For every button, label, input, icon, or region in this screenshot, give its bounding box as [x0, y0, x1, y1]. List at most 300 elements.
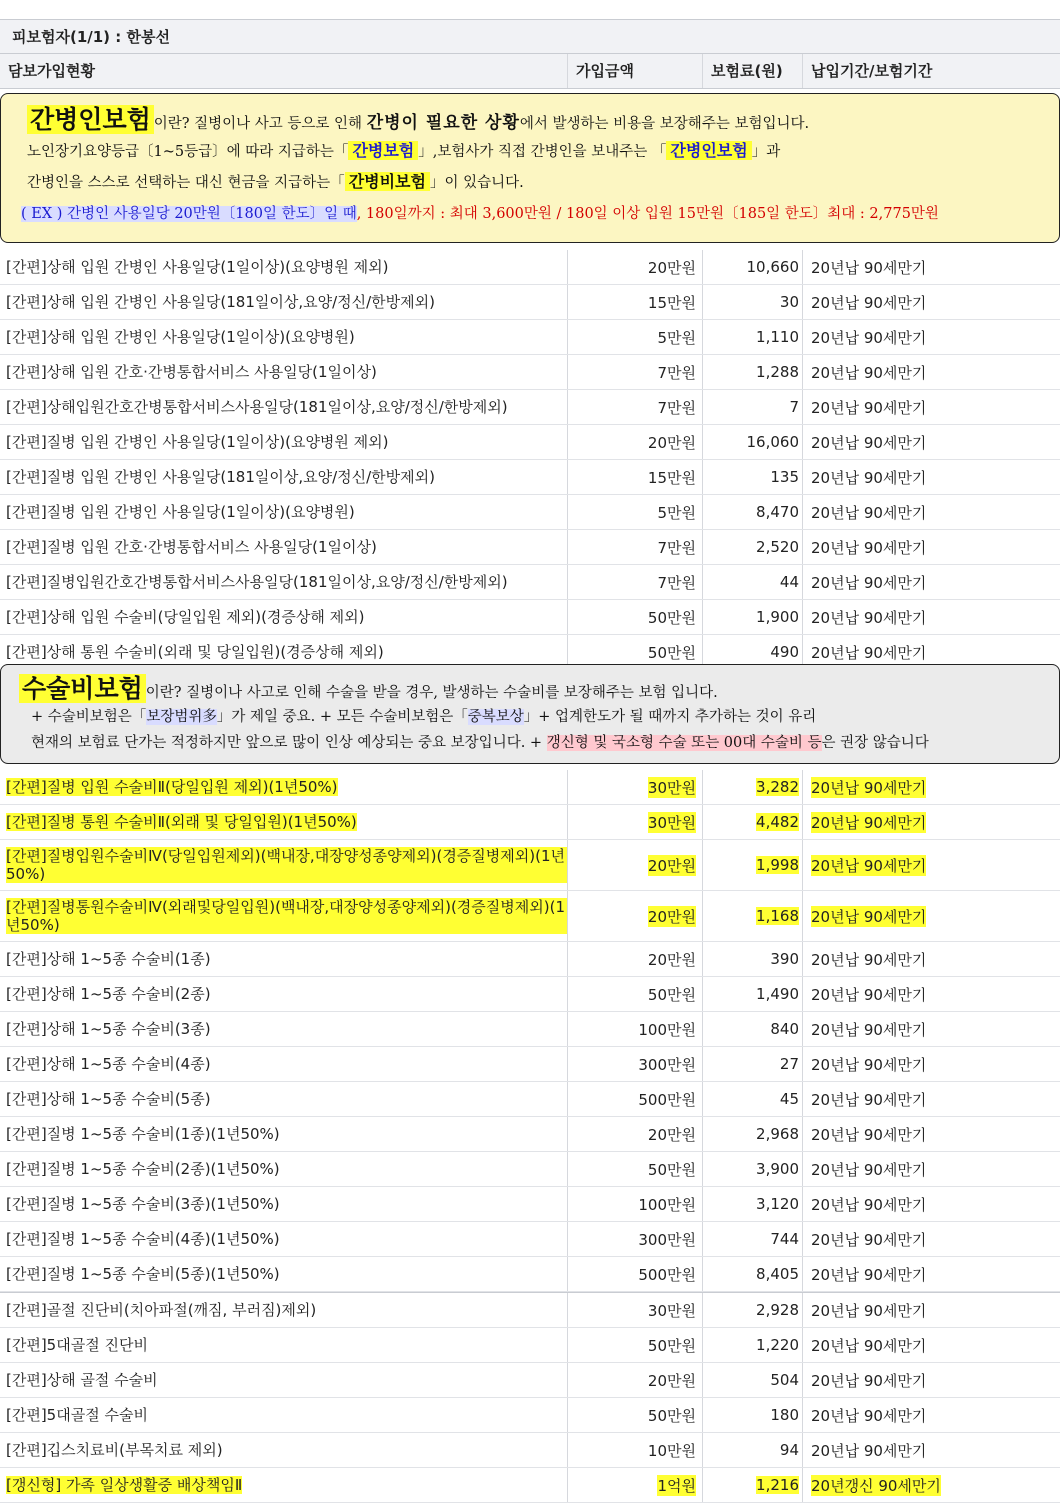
note-segment: , 180일까지 : 최대 3,600만원 / 180일 이상 입원 15만원〔185일 한도〕최대 : 2,775만원 [356, 206, 939, 222]
coverage-period-text: 20년납 90세만기 [811, 1090, 927, 1109]
table-row [0, 1047, 1060, 1082]
coverage-premium [703, 840, 803, 890]
coverage-period [803, 565, 1060, 599]
coverage-amount [568, 1047, 703, 1081]
coverage-amount [568, 1117, 703, 1151]
note-line [27, 169, 524, 192]
coverage-amount-text: 15만원 [647, 468, 696, 487]
fracture-coverage-rows [0, 1293, 1060, 1503]
coverage-premium-text: 16,060 [746, 433, 799, 451]
coverage-amount [568, 600, 703, 634]
coverage-period-text: 20년납 90세만기 [811, 573, 927, 592]
table-row [0, 1257, 1060, 1292]
coverage-premium-text: 27 [779, 1055, 799, 1073]
note-segment: 에서 발생하는 비용을 보장해주는 보험입니다. [519, 116, 810, 132]
coverage-name-text: [간편]상해 1~5종 수술비(5종) [6, 1090, 211, 1108]
coverage-name-text: [간편]상해 입원 수술비(당일입원 제외)(경증상해 제외) [6, 608, 365, 626]
note-segment: 간병인을 스스로 선택하는 대신 현금을 지급하는「 [27, 175, 345, 191]
coverage-premium-text: 2,968 [756, 1125, 799, 1143]
coverage-premium [703, 530, 803, 564]
coverage-premium-text: 94 [779, 1441, 799, 1459]
coverage-amount-text: 7만원 [657, 538, 696, 557]
coverage-premium-text: 8,405 [756, 1265, 799, 1283]
coverage-period-text: 20년납 90세만기 [811, 1020, 927, 1039]
note-segment: 」가 제일 중요. + 모든 수술비보험은「 [216, 709, 468, 725]
note-segment: 」,보험사가 직접 간병인을 보내주는 「 [418, 144, 667, 160]
coverage-period-text: 20년납 90세만기 [811, 608, 927, 627]
coverage-period [803, 530, 1060, 564]
coverage-amount-text: 20만원 [647, 950, 696, 969]
coverage-period [803, 425, 1060, 459]
coverage-premium-text: 490 [770, 643, 799, 661]
coverage-period [803, 600, 1060, 634]
coverage-amount-text: 30만원 [647, 813, 696, 832]
coverage-name [0, 355, 568, 389]
table-row [0, 355, 1060, 390]
table-row [0, 805, 1060, 840]
coverage-name [0, 770, 568, 804]
coverage-name [0, 1012, 568, 1046]
coverage-premium-text: 2,928 [756, 1301, 799, 1319]
coverage-amount-text: 5만원 [657, 328, 696, 347]
coverage-name-text: [간편]질병 입원 간호·간병통합서비스 사용일당(1일이상) [6, 538, 377, 556]
coverage-period-text: 20년납 90세만기 [811, 1301, 927, 1320]
coverage-name [0, 460, 568, 494]
note-line [31, 731, 929, 752]
coverage-amount-text: 20만원 [647, 258, 696, 277]
coverage-name [0, 805, 568, 839]
coverage-premium [703, 1398, 803, 1432]
coverage-premium [703, 1117, 803, 1151]
column-coverage: 담보가입현황 [0, 54, 568, 88]
coverage-amount [568, 1187, 703, 1221]
coverage-name [0, 1047, 568, 1081]
coverage-period [803, 1257, 1060, 1291]
insured-label: 피보험자(1/1) : 한봉선 [0, 20, 1060, 54]
column-period: 납입기간/보험기간 [811, 62, 933, 80]
coverage-name-text: [간편]상해 통원 수술비(외래 및 당일입원)(경증상해 제외) [6, 643, 384, 661]
table-row [0, 460, 1060, 495]
table-row [0, 770, 1060, 805]
coverage-name-text: [간편]질병 1~5종 수술비(5종)(1년50%) [6, 1265, 280, 1283]
coverage-period-text: 20년납 90세만기 [811, 433, 927, 452]
coverage-name [0, 1187, 568, 1221]
coverage-name-text: [간편]상해 1~5종 수술비(2종) [6, 985, 211, 1003]
coverage-name [0, 1293, 568, 1327]
coverage-amount-text: 1억원 [657, 1476, 696, 1495]
note-segment: + 수술비보험은「 [31, 709, 147, 725]
note-segment: 간병인보험 [666, 141, 751, 160]
coverage-premium [703, 1012, 803, 1046]
coverage-premium-text: 10,660 [746, 258, 799, 276]
coverage-name [0, 1117, 568, 1151]
coverage-amount-text: 15만원 [647, 293, 696, 312]
coverage-premium-text: 30 [779, 293, 799, 311]
note-segment: 」+ 업계한도가 될 때까지 추가하는 것이 유리 [523, 709, 817, 725]
coverage-period-text: 20년납 90세만기 [811, 1406, 927, 1425]
coverage-table-header [0, 19, 1060, 89]
coverage-name-text: [간편]질병 입원 간병인 사용일당(1일이상)(요양병원) [6, 503, 355, 521]
coverage-name-text: [간편]상해 입원 간병인 사용일당(1일이상)(요양병원 제외) [6, 258, 389, 276]
coverage-amount [568, 355, 703, 389]
surgery-insurance-note [0, 664, 1060, 764]
table-row [0, 390, 1060, 425]
note-line [27, 138, 780, 161]
coverage-premium-text: 135 [770, 468, 799, 486]
coverage-name [0, 1328, 568, 1362]
coverage-name [0, 320, 568, 354]
coverage-period-text: 20년납 90세만기 [811, 1336, 927, 1355]
coverage-amount-text: 20만원 [647, 1125, 696, 1144]
coverage-premium [703, 977, 803, 1011]
note-segment: 간병비보험 [345, 172, 430, 191]
coverage-name-text: [간편]상해 1~5종 수술비(3종) [6, 1020, 211, 1038]
note-line [31, 705, 816, 726]
table-row [0, 1398, 1060, 1433]
coverage-premium [703, 805, 803, 839]
coverage-name-text: [간편]상해 1~5종 수술비(4종) [6, 1055, 211, 1073]
coverage-amount-text: 20만원 [647, 1371, 696, 1390]
coverage-period-text: 20년갱신 90세만기 [811, 1476, 941, 1495]
coverage-period-text: 20년납 90세만기 [811, 503, 927, 522]
table-row [0, 285, 1060, 320]
coverage-premium-text: 1,168 [756, 907, 799, 925]
coverage-amount [568, 891, 703, 941]
note-line [27, 100, 809, 136]
coverage-amount [568, 495, 703, 529]
coverage-premium-text: 1,220 [756, 1336, 799, 1354]
note-segment: 은 권장 않습니다 [821, 735, 929, 751]
coverage-premium-text: 1,110 [756, 328, 799, 346]
coverage-period [803, 1222, 1060, 1256]
coverage-premium-text: 1,216 [756, 1476, 799, 1494]
coverage-period-text: 20년납 90세만기 [811, 778, 927, 797]
coverage-period-text: 20년납 90세만기 [811, 1265, 927, 1284]
coverage-name-text: [간편]질병 입원 수술비Ⅱ(당일입원 제외)(1년50%) [6, 778, 338, 796]
coverage-amount-text: 50만원 [647, 1160, 696, 1179]
coverage-name-text: [갱신형] 가족 일상생활중 배상책임Ⅱ [6, 1476, 243, 1494]
coverage-name-text: [간편]깁스치료비(부목치료 제외) [6, 1441, 223, 1459]
table-row [0, 530, 1060, 565]
coverage-amount [568, 770, 703, 804]
coverage-name-text: [간편]5대골절 수술비 [6, 1406, 148, 1424]
column-amount: 가입금액 [568, 54, 703, 88]
coverage-period-text: 20년납 90세만기 [811, 1160, 927, 1179]
coverage-name-text: [간편]골절 진단비(치아파절(깨짐, 부러짐)제외) [6, 1301, 317, 1319]
coverage-name-text: [간편]질병입원수술비Ⅳ(당일입원제외)(백내장,대장양성종양제외)(경증질병제외)(1년50%) [6, 847, 565, 883]
coverage-period [803, 1152, 1060, 1186]
table-row [0, 840, 1060, 891]
table-row [0, 320, 1060, 355]
coverage-premium [703, 565, 803, 599]
coverage-name [0, 600, 568, 634]
coverage-name-text: [간편]상해 입원 간호·간병통합서비스 사용일당(1일이상) [6, 363, 377, 381]
coverage-premium [703, 320, 803, 354]
coverage-premium-text: 3,120 [756, 1195, 799, 1213]
coverage-premium-text: 504 [770, 1371, 799, 1389]
table-row [0, 425, 1060, 460]
coverage-amount [568, 942, 703, 976]
coverage-amount [568, 1222, 703, 1256]
coverage-period-text: 20년납 90세만기 [811, 1230, 927, 1249]
coverage-amount [568, 460, 703, 494]
coverage-premium [703, 770, 803, 804]
coverage-amount-text: 300만원 [638, 1055, 696, 1074]
coverage-period [803, 1293, 1060, 1327]
coverage-period-text: 20년납 90세만기 [811, 856, 927, 875]
coverage-premium [703, 1222, 803, 1256]
table-row [0, 1293, 1060, 1328]
note-segment: 중복보상 [467, 709, 524, 725]
coverage-premium-text: 4,482 [756, 813, 799, 831]
note-line [21, 202, 939, 223]
note-segment: 이란? 질병이나 사고 등으로 인해 [153, 116, 367, 132]
coverage-name [0, 942, 568, 976]
table-row [0, 977, 1060, 1012]
coverage-name [0, 495, 568, 529]
table-row [0, 1433, 1060, 1468]
coverage-period [803, 1082, 1060, 1116]
note-segment: 보장범위多 [146, 709, 217, 725]
coverage-period [803, 495, 1060, 529]
coverage-premium [703, 1433, 803, 1467]
coverage-premium [703, 285, 803, 319]
coverage-amount [568, 1082, 703, 1116]
table-row [0, 1012, 1060, 1047]
note-segment: 현재의 보험료 단가는 적정하지만 앞으로 많이 인상 예상되는 중요 보장입니다. + [31, 735, 547, 751]
coverage-premium [703, 600, 803, 634]
coverage-name-text: [간편]질병 1~5종 수술비(3종)(1년50%) [6, 1195, 280, 1213]
coverage-premium-text: 7 [789, 398, 799, 416]
coverage-amount-text: 7만원 [657, 398, 696, 417]
coverage-premium [703, 1082, 803, 1116]
coverage-premium-text: 2,520 [756, 538, 799, 556]
table-row [0, 1187, 1060, 1222]
coverage-period [803, 1468, 1060, 1502]
coverage-period [803, 1328, 1060, 1362]
note-segment: 노인장기요양등급〔1~5등급〕에 따라 지급하는「 [27, 144, 349, 160]
coverage-amount-text: 20만원 [647, 907, 696, 926]
coverage-period-text: 20년납 90세만기 [811, 468, 927, 487]
coverage-name-text: [간편]질병 1~5종 수술비(4종)(1년50%) [6, 1230, 280, 1248]
coverage-premium-text: 3,282 [756, 778, 799, 796]
coverage-name-text: [간편]질병 입원 간병인 사용일당(181일이상,요양/정신/한방제외) [6, 468, 435, 486]
coverage-amount [568, 390, 703, 424]
coverage-period [803, 1433, 1060, 1467]
coverage-amount-text: 20만원 [647, 433, 696, 452]
coverage-amount [568, 1363, 703, 1397]
coverage-name-text: [간편]질병입원간호간병통합서비스사용일당(181일이상,요양/정신/한방제외) [6, 573, 508, 591]
coverage-period-text: 20년납 90세만기 [811, 643, 927, 662]
coverage-period [803, 805, 1060, 839]
coverage-amount-text: 50만원 [647, 1336, 696, 1355]
caregiver-coverage-rows [0, 250, 1060, 670]
note-segment: 간병보험 [348, 141, 418, 160]
coverage-period-text: 20년납 90세만기 [811, 1371, 927, 1390]
coverage-premium [703, 355, 803, 389]
table-row [0, 250, 1060, 285]
table-row [0, 495, 1060, 530]
coverage-period [803, 1117, 1060, 1151]
coverage-premium-text: 1,490 [756, 985, 799, 1003]
coverage-premium [703, 425, 803, 459]
coverage-amount-text: 50만원 [647, 1406, 696, 1425]
coverage-amount [568, 425, 703, 459]
table-row [0, 1468, 1060, 1503]
coverage-period-text: 20년납 90세만기 [811, 950, 927, 969]
coverage-name [0, 285, 568, 319]
coverage-period-text: 20년납 90세만기 [811, 1195, 927, 1214]
coverage-period [803, 942, 1060, 976]
coverage-period [803, 320, 1060, 354]
coverage-period-text: 20년납 90세만기 [811, 1441, 927, 1460]
coverage-premium-text: 44 [779, 573, 799, 591]
note-segment: 수술비보험 [19, 674, 146, 703]
coverage-name [0, 1152, 568, 1186]
coverage-period-text: 20년납 90세만기 [811, 907, 927, 926]
coverage-amount [568, 977, 703, 1011]
coverage-period [803, 977, 1060, 1011]
surgery-coverage-rows [0, 770, 1060, 1292]
coverage-period [803, 891, 1060, 941]
table-row [0, 1222, 1060, 1257]
coverage-premium [703, 1152, 803, 1186]
coverage-period-text: 20년납 90세만기 [811, 328, 927, 347]
coverage-premium [703, 250, 803, 284]
coverage-period [803, 250, 1060, 284]
coverage-period [803, 1187, 1060, 1221]
coverage-premium-text: 3,900 [756, 1160, 799, 1178]
coverage-period [803, 840, 1060, 890]
coverage-amount-text: 500만원 [638, 1265, 696, 1284]
coverage-period [803, 285, 1060, 319]
coverage-premium-text: 1,998 [756, 856, 799, 874]
coverage-name [0, 425, 568, 459]
coverage-name [0, 977, 568, 1011]
coverage-amount-text: 300만원 [638, 1230, 696, 1249]
coverage-premium-text: 8,470 [756, 503, 799, 521]
coverage-period-text: 20년납 90세만기 [811, 538, 927, 557]
coverage-period [803, 770, 1060, 804]
coverage-premium-text: 840 [770, 1020, 799, 1038]
coverage-name-text: [간편]질병 입원 간병인 사용일당(1일이상)(요양병원 제외) [6, 433, 389, 451]
coverage-amount [568, 1293, 703, 1327]
coverage-amount [568, 1398, 703, 1432]
note-segment: 이란? 질병이나 사고로 인해 수술을 받을 경우, 발생하는 수술비를 보장해주는 보험 입니다. [145, 685, 718, 701]
coverage-premium [703, 1468, 803, 1502]
coverage-name-text: [간편]질병 1~5종 수술비(2종)(1년50%) [6, 1160, 280, 1178]
coverage-amount-text: 30만원 [647, 1301, 696, 1320]
coverage-period-text: 20년납 90세만기 [811, 813, 927, 832]
coverage-period [803, 355, 1060, 389]
note-segment: 간병이 필요한 상황 [366, 113, 520, 133]
coverage-period [803, 1398, 1060, 1432]
coverage-premium [703, 1363, 803, 1397]
coverage-name [0, 840, 568, 890]
coverage-amount [568, 530, 703, 564]
coverage-amount [568, 565, 703, 599]
coverage-amount-text: 50만원 [647, 985, 696, 1004]
coverage-premium [703, 1328, 803, 1362]
coverage-amount [568, 1468, 703, 1502]
coverage-name-text: [간편]질병 통원 수술비Ⅱ(외래 및 당일입원)(1년50%) [6, 813, 357, 831]
coverage-name [0, 1082, 568, 1116]
coverage-premium-text: 180 [770, 1406, 799, 1424]
coverage-name [0, 1363, 568, 1397]
coverage-period-text: 20년납 90세만기 [811, 1125, 927, 1144]
column-header-row [0, 54, 1060, 89]
coverage-amount [568, 1433, 703, 1467]
coverage-amount-text: 100만원 [638, 1020, 696, 1039]
coverage-period-text: 20년납 90세만기 [811, 398, 927, 417]
table-row [0, 1082, 1060, 1117]
coverage-premium [703, 891, 803, 941]
coverage-amount [568, 1012, 703, 1046]
coverage-amount-text: 10만원 [647, 1441, 696, 1460]
table-row [0, 1117, 1060, 1152]
coverage-name [0, 1257, 568, 1291]
coverage-name-text: [간편]5대골절 진단비 [6, 1336, 148, 1354]
table-row [0, 891, 1060, 942]
coverage-name [0, 1433, 568, 1467]
coverage-premium-text: 45 [779, 1090, 799, 1108]
note-segment: 간병인보험 [27, 105, 154, 134]
coverage-name [0, 891, 568, 941]
coverage-period-text: 20년납 90세만기 [811, 258, 927, 277]
coverage-amount-text: 50만원 [647, 643, 696, 662]
coverage-amount-text: 7만원 [657, 363, 696, 382]
coverage-name [0, 390, 568, 424]
coverage-amount [568, 1152, 703, 1186]
table-row [0, 942, 1060, 977]
coverage-premium [703, 495, 803, 529]
coverage-premium [703, 390, 803, 424]
coverage-amount-text: 30만원 [647, 778, 696, 797]
table-row [0, 1328, 1060, 1363]
coverage-amount [568, 1328, 703, 1362]
coverage-name [0, 1468, 568, 1502]
coverage-premium-text: 744 [770, 1230, 799, 1248]
table-row [0, 565, 1060, 600]
coverage-name [0, 565, 568, 599]
coverage-amount [568, 320, 703, 354]
caregiver-insurance-note [0, 93, 1060, 243]
coverage-period [803, 1012, 1060, 1046]
table-row [0, 600, 1060, 635]
coverage-period [803, 1047, 1060, 1081]
coverage-amount [568, 250, 703, 284]
coverage-amount-text: 500만원 [638, 1090, 696, 1109]
table-row [0, 1152, 1060, 1187]
coverage-period-text: 20년납 90세만기 [811, 363, 927, 382]
coverage-period [803, 460, 1060, 494]
coverage-premium-text: 390 [770, 950, 799, 968]
coverage-premium-text: 1,288 [756, 363, 799, 381]
coverage-name-text: [간편]상해 1~5종 수술비(1종) [6, 950, 211, 968]
coverage-name-text: [간편]질병통원수술비Ⅳ(외래및당일입원)(백내장,대장양성종양제외)(경증질병제외)(1년50%) [6, 898, 565, 934]
coverage-amount-text: 5만원 [657, 503, 696, 522]
coverage-premium [703, 1257, 803, 1291]
note-segment: 갱신형 및 국소형 수술 또는 00대 수술비 등 [546, 735, 822, 751]
coverage-period [803, 390, 1060, 424]
note-segment: 」이 있습니다. [429, 175, 524, 191]
coverage-amount-text: 7만원 [657, 573, 696, 592]
coverage-name-text: [간편]상해입원간호간병통합서비스사용일당(181일이상,요양/정신/한방제외) [6, 398, 508, 416]
coverage-amount [568, 285, 703, 319]
coverage-name-text: [간편]상해 골절 수술비 [6, 1371, 158, 1389]
coverage-amount [568, 805, 703, 839]
coverage-premium [703, 1047, 803, 1081]
